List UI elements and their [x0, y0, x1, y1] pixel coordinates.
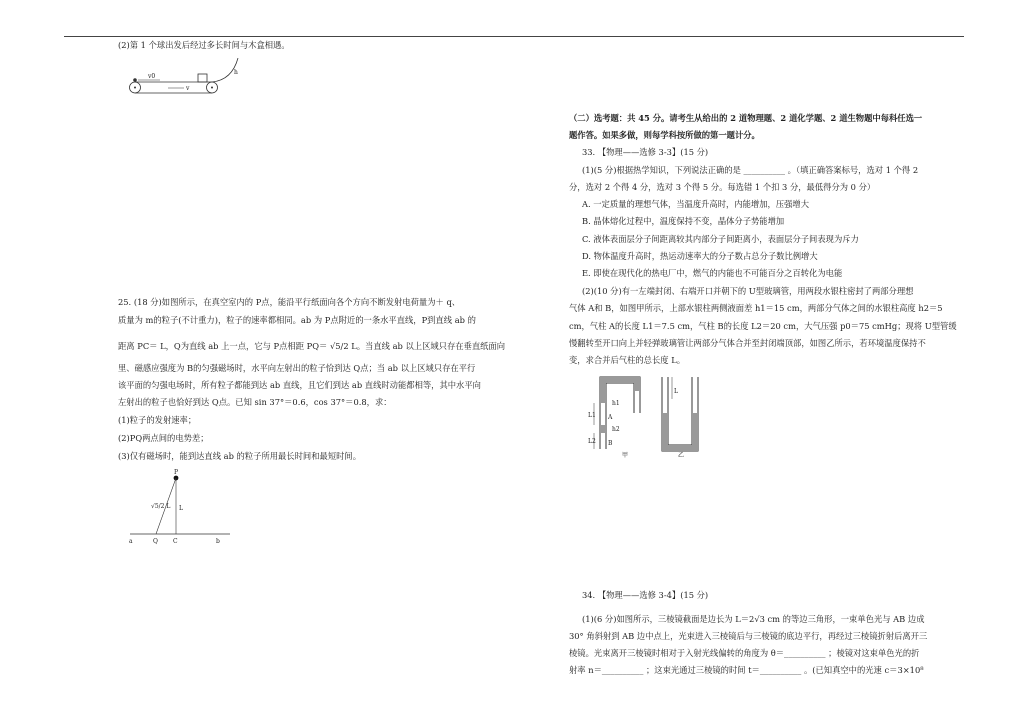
- q34-part1-line4: 射率 n＝__________ ；这束光通过三棱镜的时间 t＝__________ 。(已知真空中的光速 c＝3×10⁸: [569, 665, 924, 675]
- label-L: L: [674, 388, 678, 395]
- q33-part2-line4: 慢翻转至开口向上并轻弹玻璃管让两部分气体合并至封闭端顶部，如图乙所示，若环境温度保持不: [569, 338, 926, 348]
- q25-line1: 25. (18 分)如图所示，在真空室内的 P点，能沿平行纸面向各个方向不断发射电荷量为＋ q、: [118, 297, 461, 307]
- q25-line5: 该平面的匀强电场时，所有粒子都能到达 ab 直线，且它们到达 ab 直线时动能都相等，其中水平向: [118, 380, 481, 390]
- q25-sub2: (2)PQ两点间的电势差；: [118, 433, 209, 443]
- label-h1: h1: [612, 400, 620, 407]
- figure-33-u-tubes: [588, 373, 714, 459]
- label-a: a: [129, 538, 133, 545]
- label-C: C: [173, 538, 178, 545]
- section-header-line2: 题作答。如果多做，则每学科按所做的第一题计分。: [569, 130, 760, 140]
- q33-option-d: D. 物体温度升高时，热运动速率大的分子数占总分子数比例增大: [582, 251, 818, 261]
- q25-line4: 里、磁感应强度为 B的匀强磁场时，水平向左射出的粒子恰到达 Q点；当 ab 以上区域只存在平行: [118, 363, 476, 373]
- label-yi: 乙: [678, 452, 685, 459]
- label-h: h: [234, 69, 238, 76]
- label-P: P: [174, 469, 179, 476]
- q25-line2: 质量为 m的粒子(不计重力)，粒子的速率都相同。ab 为 P点附近的一条水平直线，P到直线 ab 的: [118, 315, 476, 325]
- label-frac: √5/2 L: [151, 503, 171, 510]
- q34-part1-line3: 棱镜。光束离开三棱镜时相对于入射光线偏转的角度为 θ＝__________ ；棱镜对这束单色光的折: [569, 648, 920, 658]
- label-L: L: [179, 505, 183, 512]
- label-L2: L2: [588, 438, 596, 445]
- q33-part2-line1: (2)(10 分)有一左端封闭、右端开口并朝下的 U型玻璃管，用两段水银柱密封了两部分理想: [582, 286, 914, 296]
- q34-part1-line1: (1)(6 分)如图所示，三棱镜截面是边长为 L＝2√3 cm 的等边三角形，一束单色光与 AB 边成: [582, 614, 925, 624]
- figure-25-geometry: [126, 466, 236, 546]
- label-v0: v0: [148, 73, 156, 80]
- q33-part1-line1: (1)(5 分)根据热学知识，下列说法正确的是 __________ 。（填正确答案标号，选对 1 个得 2: [582, 165, 919, 175]
- label-A: A: [608, 414, 613, 421]
- q33-part2-line2: 气体 A和 B，如图甲所示，上部水银柱两侧液面差 h1＝15 cm，两部分气体之间的水银柱高度 h2＝5: [569, 303, 943, 313]
- q33-part2-line3: cm，气柱 A的长度 L1＝7.5 cm，气柱 B的长度 L2＝20 cm，大气压强 p0＝75 cmHg；现将 U型管缓: [569, 321, 957, 331]
- q25-line3: 距离 PC＝ L，Q为直线 ab 上一点，它与 P点相距 PQ＝ √5/2 L。当直线 ab 以上区域只存在垂直纸面向: [118, 341, 506, 351]
- q33-option-b: B. 晶体熔化过程中，温度保持不变，晶体分子势能增加: [582, 216, 785, 226]
- q25-sub1: (1)粒子的发射速率；: [118, 415, 197, 425]
- label-B: B: [608, 440, 613, 447]
- section-header-line1: （二）选考题：共 45 分。请考生从给出的 2 道物理题、2 道化学题、2 道生物题中每科任选一: [569, 113, 923, 123]
- label-b: b: [216, 538, 220, 545]
- label-v: v: [186, 85, 190, 92]
- q33-option-c: C. 液体表面层分子间距离较其内部分子间距离小，表面层分子间表现为斥力: [582, 234, 859, 244]
- q33-option-a: A. 一定质量的理想气体，当温度升高时，内能增加，压强增大: [582, 199, 809, 209]
- q24-part2: (2)第 1 个球出发后经过多长时间与木盒相遇。: [118, 40, 290, 50]
- header-rule: [64, 36, 964, 37]
- label-Q: Q: [153, 538, 158, 545]
- label-L1: L1: [588, 412, 596, 419]
- q33-part2-line5: 变，求合并后气柱的总长度 L。: [569, 355, 686, 365]
- label-h2: h2: [612, 426, 620, 433]
- figure-24-conveyor: [120, 58, 250, 98]
- q33-part1-line2: 分，选对 2 个得 4 分，选对 3 个得 5 分。每选错 1 个扣 3 分，最低得分为 0 分）: [569, 182, 876, 192]
- q33-option-e: E. 即使在现代化的热电厂中，燃气的内能也不可能百分之百转化为电能: [582, 268, 843, 278]
- q33-title: 33. 【物理——选修 3-3】(15 分): [582, 147, 709, 157]
- q25-line6: 左射出的粒子也恰好到达 Q点。已知 sin 37°＝0.6，cos 37°＝0.8，求：: [118, 397, 392, 407]
- q34-title: 34. 【物理——选修 3-4】(15 分): [582, 590, 709, 600]
- label-jia: 甲: [622, 452, 629, 459]
- q34-part1-line2: 30° 角斜射到 AB 边中点上，光束进入三棱镜后与三棱镜的底边平行，再经过三棱镜折射后离开三: [569, 631, 928, 641]
- q25-sub3: (3)仅有磁场时，能到达直线 ab 的粒子所用最长时间和最短时间。: [118, 451, 362, 461]
